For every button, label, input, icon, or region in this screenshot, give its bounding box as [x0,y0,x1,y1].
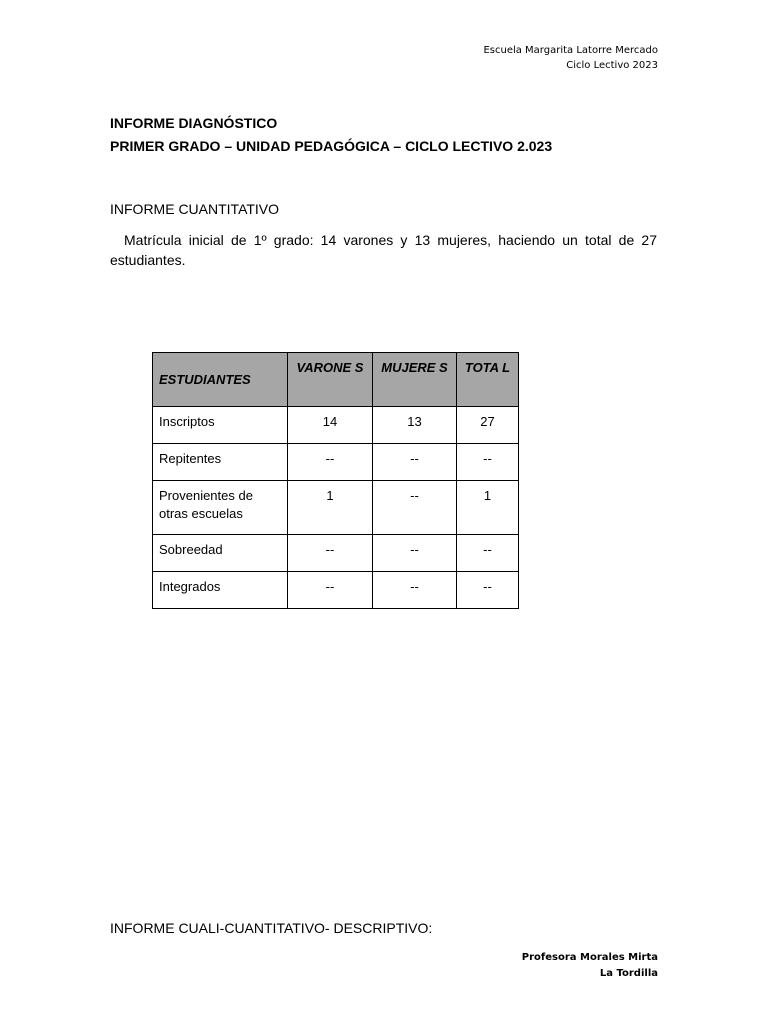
cell-total: 27 [457,407,519,444]
cell-boys: -- [288,535,373,572]
report-subtitle: PRIMER GRADO – UNIDAD PEDAGÓGICA – CICLO LECTIVO 2.023 [110,138,553,154]
qualitative-heading: INFORME CUALI-CUANTITATIVO- DESCRIPTIVO: [110,920,433,936]
cell-boys: -- [288,444,373,481]
cell-boys: -- [288,572,373,609]
cell-boys: 1 [288,481,373,535]
row-label: Provenientes de otras escuelas [153,481,288,535]
cell-total: -- [457,444,519,481]
school-cycle: Ciclo Lectivo 2023 [566,60,658,71]
table-row [153,572,519,609]
students-table [152,352,519,609]
header-boys: VARONE S [288,353,373,407]
row-label: Sobreedad [153,535,288,572]
cell-total: -- [457,572,519,609]
cell-total: 1 [457,481,519,535]
row-label: Integrados [153,572,288,609]
document-footer [522,950,658,982]
row-label: Repitentes [153,444,288,481]
teacher-name: Profesora Morales Mirta [521,952,658,963]
table-row [153,481,519,535]
cell-girls: -- [373,535,457,572]
document-header [483,43,658,73]
report-title: INFORME DIAGNÓSTICO [110,115,278,131]
header-students: ESTUDIANTES [153,353,288,407]
row-label: Inscriptos [153,407,288,444]
cell-girls: -- [373,481,457,535]
enrollment-paragraph: Matrícula inicial de 1º grado: 14 varones y 13 mujeres, haciendo un total de 27 estudiantes. [110,232,657,268]
header-girls: MUJERE S [373,353,457,407]
quantitative-heading: INFORME CUANTITATIVO [110,201,280,217]
cell-girls: -- [373,444,457,481]
table-row [153,444,519,481]
header-total: TOTA L [457,353,519,407]
place-name: La Tordilla [599,968,658,979]
cell-girls: 13 [373,407,457,444]
table-row [153,535,519,572]
school-name: Escuela Margarita Latorre Mercado [483,45,658,56]
table-header-row [153,353,519,407]
table-row [153,407,519,444]
cell-total: -- [457,535,519,572]
cell-boys: 14 [288,407,373,444]
cell-girls: -- [373,572,457,609]
